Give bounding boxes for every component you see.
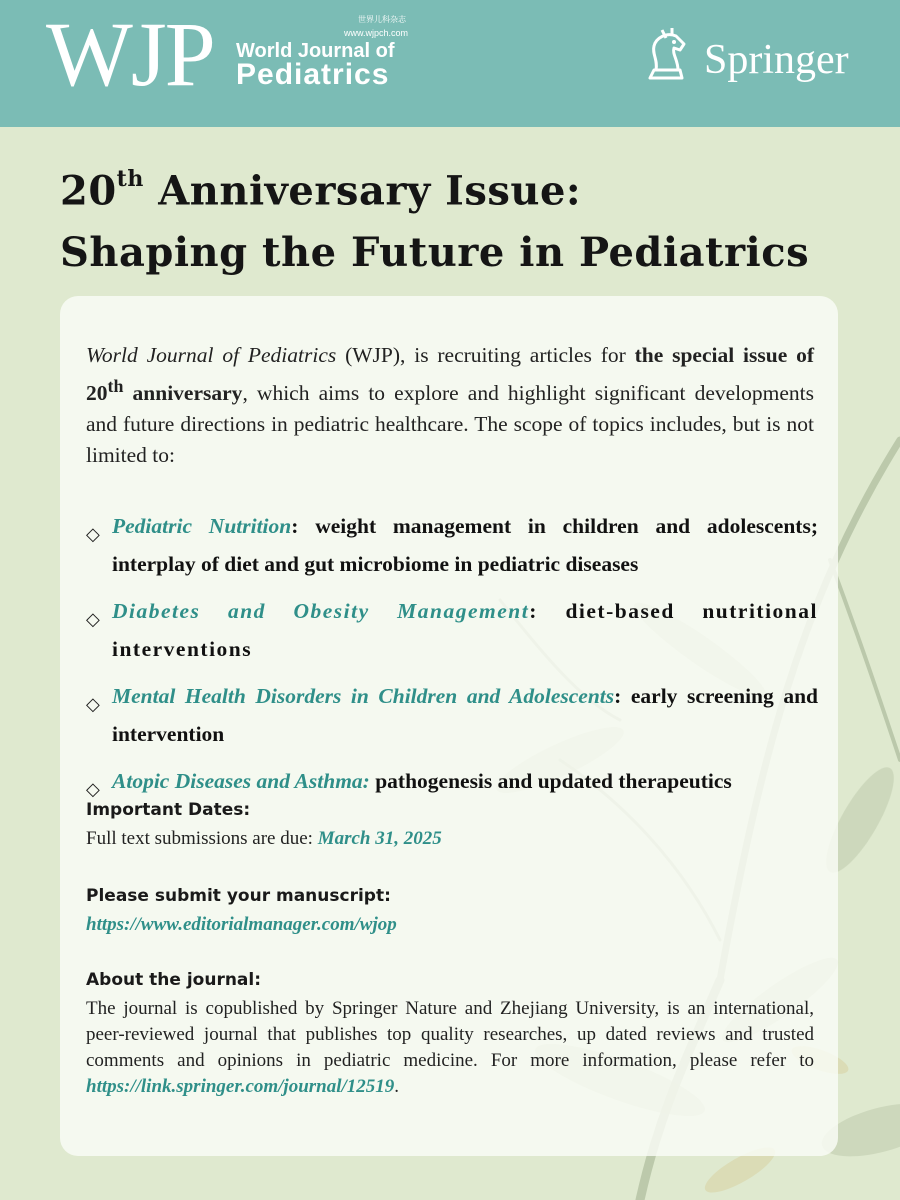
journal-name-line2: Pediatrics — [236, 58, 390, 91]
journal-homepage-link[interactable]: https://link.springer.com/journal/12519 — [86, 1076, 395, 1097]
diamond-bullet-icon: ◇ — [86, 779, 100, 799]
submit-heading: Please submit your manuscript: — [86, 886, 391, 906]
intro-bold-a: the special issue of 20 — [86, 343, 814, 406]
about-text: The journal is copublished by Springer Nature and Zhejiang University, is an international, peer-reviewed journal that publishes top quality researches, up dated reviews and trusted comments and opinions in pediatric medicine. For more information, please refer to — [86, 998, 814, 1071]
journal-url: www.wjpch.com — [344, 28, 409, 38]
topic-separator: : — [614, 684, 631, 708]
topic-separator: : — [291, 514, 316, 538]
title-number: 20 — [60, 167, 117, 215]
editorial-manager-link[interactable]: https://www.editorialmanager.com/wjop — [86, 914, 397, 935]
title-ordinal: th — [116, 166, 144, 192]
intro-bold-sup: th — [107, 376, 124, 396]
about-heading: About the journal: — [86, 970, 262, 990]
about-period: . — [394, 1076, 400, 1097]
topic-item — [86, 507, 818, 583]
topic-name: Mental Health Disorders in Children and Adolescents — [112, 684, 615, 708]
submit-link-line — [86, 912, 397, 938]
wjp-logo: WJP — [46, 3, 214, 105]
important-dates-text — [86, 826, 442, 852]
intro-paragraph — [86, 340, 814, 471]
topic-description: diet-based nutritional interventions — [112, 599, 818, 661]
springer-wordmark: Springer — [704, 37, 849, 83]
topics-list — [86, 507, 818, 809]
intro-journal-name: World Journal of Pediatrics — [86, 343, 337, 367]
topic-description: early screening and intervention — [112, 684, 818, 746]
important-dates-heading: Important Dates: — [86, 800, 251, 820]
intro-text-b: , which aims to explore and highlight significant developments and future directions in pediatric healthcare. The scope of topics includes, but is not limited to: — [86, 381, 814, 468]
intro-text-a: (WJP), is recruiting articles for — [336, 343, 635, 367]
diamond-bullet-icon: ◇ — [86, 609, 102, 629]
topic-item — [86, 762, 818, 800]
intro-bold-b: anniversary — [123, 381, 243, 406]
topic-name: Atopic Diseases and Asthma: — [112, 769, 370, 793]
journal-name-line1: World Journal of — [236, 40, 395, 62]
topic-item — [86, 677, 818, 753]
submission-due-label: Full text submissions are due: — [86, 828, 318, 849]
topic-name: Pediatric Nutrition — [112, 514, 292, 538]
topic-name: Diabetes and Obesity Management — [112, 599, 530, 623]
springer-horse-icon — [636, 26, 698, 88]
topic-description: weight management in children and adolescents; interplay of diet and gut microbiome in pediatric diseases — [112, 514, 818, 576]
about-paragraph — [86, 996, 814, 1100]
diamond-bullet-icon: ◇ — [86, 694, 100, 714]
title-line2: Shaping the Future in Pediatrics — [60, 229, 810, 277]
topic-item — [86, 592, 818, 668]
topic-description: pathogenesis and updated therapeutics — [375, 769, 732, 793]
diamond-bullet-icon: ◇ — [86, 524, 100, 544]
chinese-journal-title: 世界儿科杂志 — [358, 15, 406, 24]
header-band — [0, 0, 900, 127]
page-title — [60, 152, 809, 284]
title-line1: Anniversary Issue: — [143, 167, 582, 215]
due-date: March 31, 2025 — [317, 828, 442, 849]
topic-separator: : — [529, 599, 566, 623]
